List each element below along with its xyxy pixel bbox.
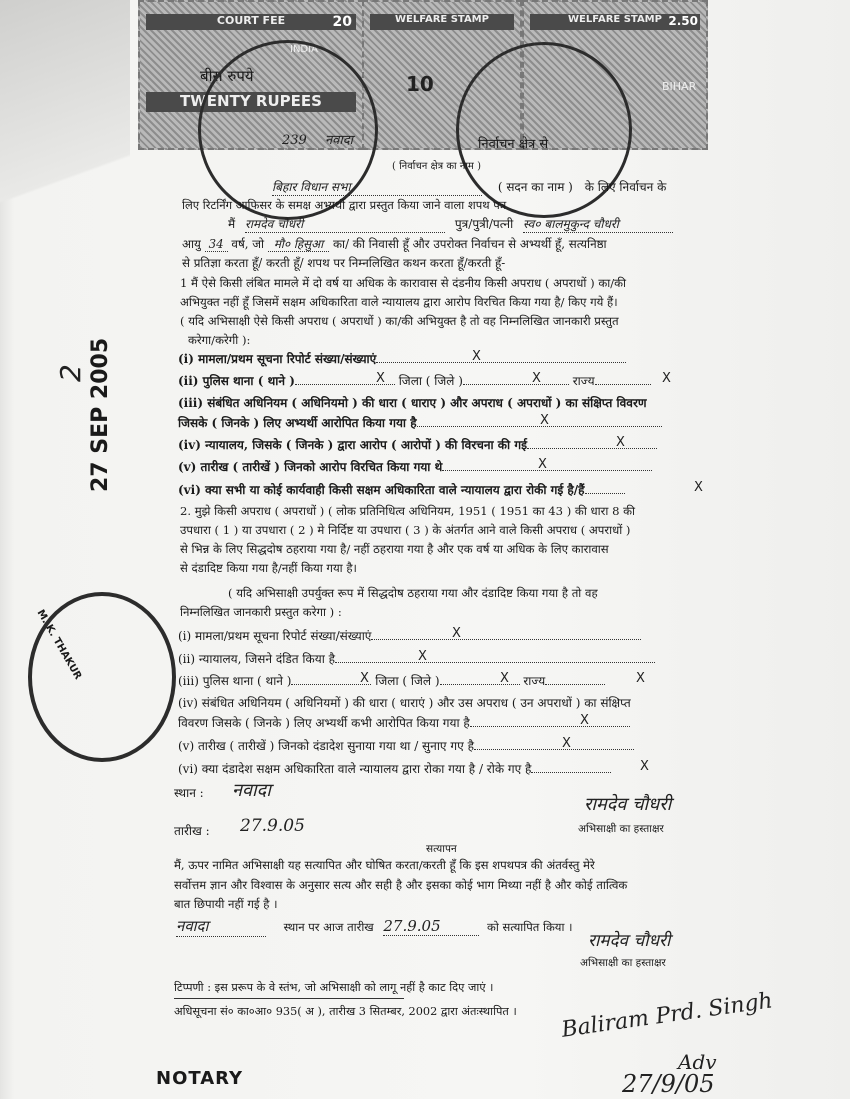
oath-line: से प्रतिज्ञा करता हूँ/ करती हूँ/ शपथ पर निम्नलिखित कथन करता हूँ/करती हूँ- — [182, 256, 506, 270]
cross-mark: X — [472, 349, 481, 364]
s1-item-5: (v) तारीख ( तारीखें ) जिनको आरोप विरचित किया गया थे — [178, 458, 652, 475]
para1-line: ( यदि अभिसाक्षी ऐसे किसी अपराध ( अपराधों ) का/की अभियुक्त है तो वह निम्नलिखित जानकारी प्रस्तुत — [180, 314, 619, 328]
note-text: टिप्पणी : इस प्ररूप के वे स्तंभ, जो अभिसाक्षी को लागू नहीं है काट दिए जाएं । — [174, 981, 494, 994]
signature-2: रामदेव चौधरी — [588, 931, 671, 951]
s1-item-2: (ii) पुलिस थाना ( थाने ) जिला ( जिले ) राज्य — [178, 372, 651, 389]
verification-line: मैं, ऊपर नामित अभिसाक्षी यह सत्यापित और घोषित करता/करती हूँ कि इस शपथपत्र की अंतर्वस्तु मेरे — [174, 858, 595, 872]
s1-item-1: (i) मामला/प्रथम सूचना रिपोर्ट संख्या/संख्याएं — [178, 350, 626, 367]
para2-line: 2. मुझे किसी अपराध ( अपराधों ) ( लोक प्रतिनिधित्व अधिनियम, 1951 ( 1951 का 43 ) की धारा 8 की — [180, 504, 636, 518]
cross-mark: X — [540, 413, 549, 428]
s1-item-3: (iii) संबंधित अधिनियम ( अधिनियमो ) की धारा ( धाराए ) और अपराध ( अपराधों ) का संक्षिप्त विवरण — [178, 396, 647, 410]
cross-mark: X — [532, 371, 541, 386]
place-value: नवादा — [232, 780, 271, 801]
s2-item-1: (i) मामला/प्रथम सूचना रिपोर्ट संख्या/संख्याएं — [178, 627, 641, 644]
s2-item-4: (iv) संबंधित अधिनियम ( अधिनियमों ) की धारा ( धाराएं ) और उस अपराध ( उन अपराधों ) का संक्षिप्त — [178, 696, 631, 710]
s2-item-3: (iii) पुलिस थाना ( थाने ) जिला ( जिले ) राज्य — [178, 672, 605, 689]
cross-mark: X — [500, 671, 509, 686]
advocate-title: Adv — [678, 1050, 717, 1074]
cross-mark: X — [418, 649, 427, 664]
date-label: तारीख : — [174, 824, 210, 838]
seat-value: नवादा — [324, 133, 354, 148]
s2-item-4b: विवरण जिसके ( जिनके ) लिए अभ्यर्थी कभी आरोपित किया गया है — [178, 714, 630, 731]
para2-line: से भिन्न के लिए सिद्धदोष ठहराया गया है/ नहीं ठहराया गया है और एक वर्ष या अधिक के लिए कारावास — [180, 542, 609, 556]
cross-mark: X — [360, 671, 369, 686]
para2-note: निम्नलिखित जानकारी प्रस्तुत करेगा ) : — [180, 605, 342, 619]
para1-line: 1 मैं ऐसे किसी लंबित मामले में दो वर्ष या अधिक के कारावास से दंडनीय किसी अपराध ( अपराधों ) का/की — [180, 276, 627, 290]
s1-item-3b: जिसके ( जिनके ) लिए अभ्यर्थी आरोपित किया गया है — [178, 414, 662, 431]
para2-note: ( यदि अभिसाक्षी उपर्युक्त रूप में सिद्धदोष ठहराया गया और दंडादिष्ट किया गया है तो वह — [228, 586, 598, 600]
house-line: बिहार विधान सभा ( सदन का नाम ) के लिए निर्वाचन के — [272, 180, 667, 194]
stamp-bottom-text: TWENTY RUPEES — [146, 92, 356, 112]
side-number: 2 — [54, 364, 87, 382]
cross-mark: X — [580, 713, 589, 728]
stamp-top-text: COURT FEE — [146, 14, 356, 30]
date-value: 27.9.05 — [240, 816, 305, 836]
para2-line: उपधारा ( 1 ) या उपधारा ( 2 ) मे निर्दिष्ट या उपधारा ( 3 ) के अंतर्गत आने वाले किसी अपराध ( अपराधों ) — [180, 523, 631, 537]
signature-2-caption: अभिसाक्षी का हस्ताक्षर — [580, 957, 666, 969]
advocate-date: 27/9/05 — [622, 1070, 715, 1098]
para2-line: से दंडादिष्ट किया गया है/नहीं किया गया है। — [180, 561, 357, 575]
cross-mark: X — [562, 736, 571, 751]
s1-item-6: (vi) क्या सभी या कोई कार्यवाही किसी सक्षम अधिकारिता वाले न्यायालय द्वारा रोकी गई है/हैं — [178, 481, 625, 498]
cross-mark: X — [538, 457, 547, 472]
verification-title: सत्यापन — [426, 843, 457, 855]
cross-mark: X — [640, 759, 649, 774]
header-line2: लिए रिटर्निंग आफिसर के समक्ष अभ्यर्थी द्वारा प्रस्तुत किया जाने वाला शपथ पत्र — [182, 198, 507, 212]
notification-text: अधिसूचना सं० का०आ० 935( अ ), तारीख 3 सितम्बर, 2002 द्वारा अंतःस्थापित । — [174, 1005, 517, 1018]
side-date-stamp: 27 SEP 2005 — [88, 337, 113, 492]
signature: रामदेव चौधरी — [584, 794, 672, 815]
stamp-value: 10 — [406, 72, 434, 96]
s1-item-4: (iv) न्यायालय, जिसके ( जिनके ) द्वारा आरोप ( आरोपों ) की विरचना की गई — [178, 436, 657, 453]
constituency-sub: ( निर्वाचन क्षेत्र का नाम ) — [392, 161, 481, 172]
stamp-state: BIHAR — [662, 80, 697, 93]
stamp-value: 20 — [332, 14, 352, 30]
advocate-name: Baliram Prd. Singh — [560, 988, 775, 1043]
notary-seal — [28, 592, 176, 762]
stamp-top-text: WELFARE STAMP — [530, 14, 700, 30]
note-divider — [174, 998, 404, 999]
place-label: स्थान : — [174, 786, 204, 800]
s2-item-2: (ii) न्यायालय, जिसने दंडित किया है — [178, 650, 655, 667]
serial-number: 239 नवादा — [282, 133, 354, 148]
cross-mark: X — [616, 435, 625, 450]
cross-mark: X — [452, 626, 461, 641]
cross-mark: X — [636, 671, 645, 686]
page-fold-shadow — [0, 0, 130, 240]
constituency-label: निर्वाचन क्षेत्र से — [478, 137, 549, 152]
cross-mark: X — [376, 371, 385, 386]
signature-caption: अभिसाक्षी का हस्ताक्षर — [578, 823, 664, 835]
notary-stamp-text: NOTARY — [156, 1068, 244, 1089]
verification-line: सर्वोत्तम ज्ञान और विश्वास के अनुसार सत्य और सही है और इसका कोई भाग मिथ्या नहीं है और कोई तात्विक — [174, 878, 628, 892]
notary-seal-text: M. K. THAKUR — [34, 608, 84, 682]
verify-line: नवादा स्थान पर आज तारीख 27.9.05 को सत्यापित किया । — [176, 917, 573, 935]
verification-line: बात छिपायी नहीं गई है । — [174, 897, 278, 911]
deponent-line: मैं रामदेव चौधरी पुत्र/पुत्री/पत्नी स्व० बालमुकुन्द चौधरी — [228, 215, 673, 233]
cross-mark: X — [662, 371, 671, 386]
age-line: आयु 34 वर्ष, जो मौ० हिसुआ का/ की निवासी हूँ और उपरोक्त निर्वाचन से अभ्यर्थी हूँ, सत्यनिष्ठा — [182, 237, 607, 251]
stamp-top-text: WELFARE STAMP — [370, 14, 514, 30]
para1-line: करेगा/करेगी ): — [188, 333, 251, 347]
stamp-value: 2.50 — [668, 14, 698, 28]
stamp-middle-text: बीस रुपये — [200, 67, 254, 85]
cross-mark: X — [694, 480, 703, 495]
stamp-country: INDIA — [290, 44, 318, 55]
para1-line: अभियुक्त नहीं हूँ जिसमें सक्षम अधिकारिता वाले न्यायालय द्वारा आरोप विरचित किया गया है/ किए गये हैं। — [180, 295, 618, 309]
s2-item-5: (v) तारीख ( तारीखें ) जिनको दंडादेश सुनाया गया था / सुनाए गए है — [178, 737, 634, 754]
s2-item-6: (vi) क्या दंडादेश सक्षम अधिकारिता वाले न्यायालय द्वारा रोका गया है / रोके गए है — [178, 760, 611, 777]
